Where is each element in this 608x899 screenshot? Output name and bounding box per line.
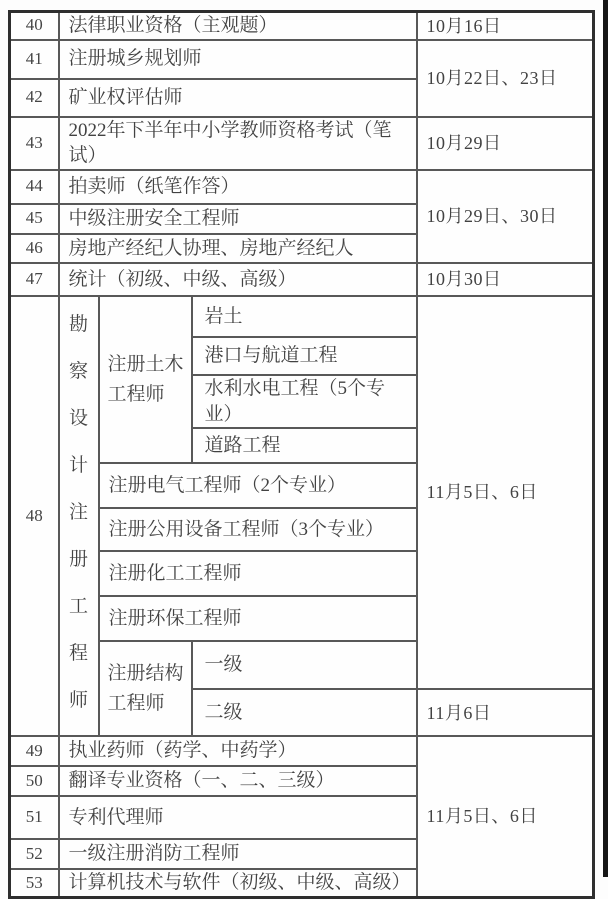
category-vertical-label (59, 296, 99, 736)
specialty: 道路工程 (192, 428, 417, 463)
exam-name: 中级注册安全工程师 (59, 204, 417, 234)
specialty: 岩土 (192, 296, 417, 337)
row-number: 53 (10, 869, 59, 897)
level: 二级 (192, 689, 417, 736)
exam-date: 10月30日 (417, 263, 594, 296)
specialty: 港口与航道工程 (192, 337, 417, 375)
exam-date: 10月22日、23日 (417, 40, 594, 117)
row-number: 42 (10, 79, 59, 117)
category-text: 勘察设计注册工程师 (68, 313, 88, 711)
exam-date: 10月29日、30日 (417, 170, 594, 263)
table-row (10, 263, 594, 296)
exam-date: 11月5日、6日 (417, 296, 594, 689)
exam-name: 2022年下半年中小学教师资格考试（笔试） (59, 117, 417, 170)
exam-name: 法律职业资格（主观题） (59, 12, 417, 40)
row-number: 52 (10, 839, 59, 869)
exam-name: 翻译专业资格（一、二、三级） (59, 766, 417, 796)
exam-date: 11月6日 (417, 689, 594, 736)
engineer-type: 注册土木工程师 (99, 296, 192, 463)
exam-date: 11月5日、6日 (417, 736, 594, 897)
exam-schedule-table (8, 10, 595, 899)
row-number: 51 (10, 796, 59, 839)
row-number: 46 (10, 234, 59, 263)
exam-name: 注册城乡规划师 (59, 40, 417, 79)
table-row (10, 40, 594, 79)
exam-date: 10月29日 (417, 117, 594, 170)
engineer-type: 注册结构工程师 (99, 641, 192, 736)
engineer-type: 注册环保工程师 (99, 596, 417, 641)
row-number: 50 (10, 766, 59, 796)
exam-name: 拍卖师（纸笔作答） (59, 170, 417, 204)
table-row (10, 12, 594, 40)
row-number: 43 (10, 117, 59, 170)
table-row (10, 296, 594, 337)
exam-date: 10月16日 (417, 12, 594, 40)
row-number: 48 (10, 296, 59, 736)
table-row (10, 736, 594, 766)
row-number: 44 (10, 170, 59, 204)
exam-name: 房地产经纪人协理、房地产经纪人 (59, 234, 417, 263)
row-number: 45 (10, 204, 59, 234)
engineer-type: 注册化工工程师 (99, 551, 417, 596)
exam-name: 执业药师（药学、中药学） (59, 736, 417, 766)
exam-name: 专利代理师 (59, 796, 417, 839)
row-number: 41 (10, 40, 59, 79)
level: 一级 (192, 641, 417, 689)
scan-edge-artifact (603, 0, 608, 877)
exam-name: 一级注册消防工程师 (59, 839, 417, 869)
exam-name: 矿业权评估师 (59, 79, 417, 117)
table-row (10, 117, 594, 170)
table-row (10, 170, 594, 204)
engineer-type: 注册公用设备工程师（3个专业） (99, 508, 417, 551)
row-number: 47 (10, 263, 59, 296)
engineer-type: 注册电气工程师（2个专业） (99, 463, 417, 508)
specialty: 水利水电工程（5个专业） (192, 375, 417, 428)
row-number: 40 (10, 12, 59, 40)
exam-name: 计算机技术与软件（初级、中级、高级） (59, 869, 417, 897)
exam-name: 统计（初级、中级、高级） (59, 263, 417, 296)
row-number: 49 (10, 736, 59, 766)
